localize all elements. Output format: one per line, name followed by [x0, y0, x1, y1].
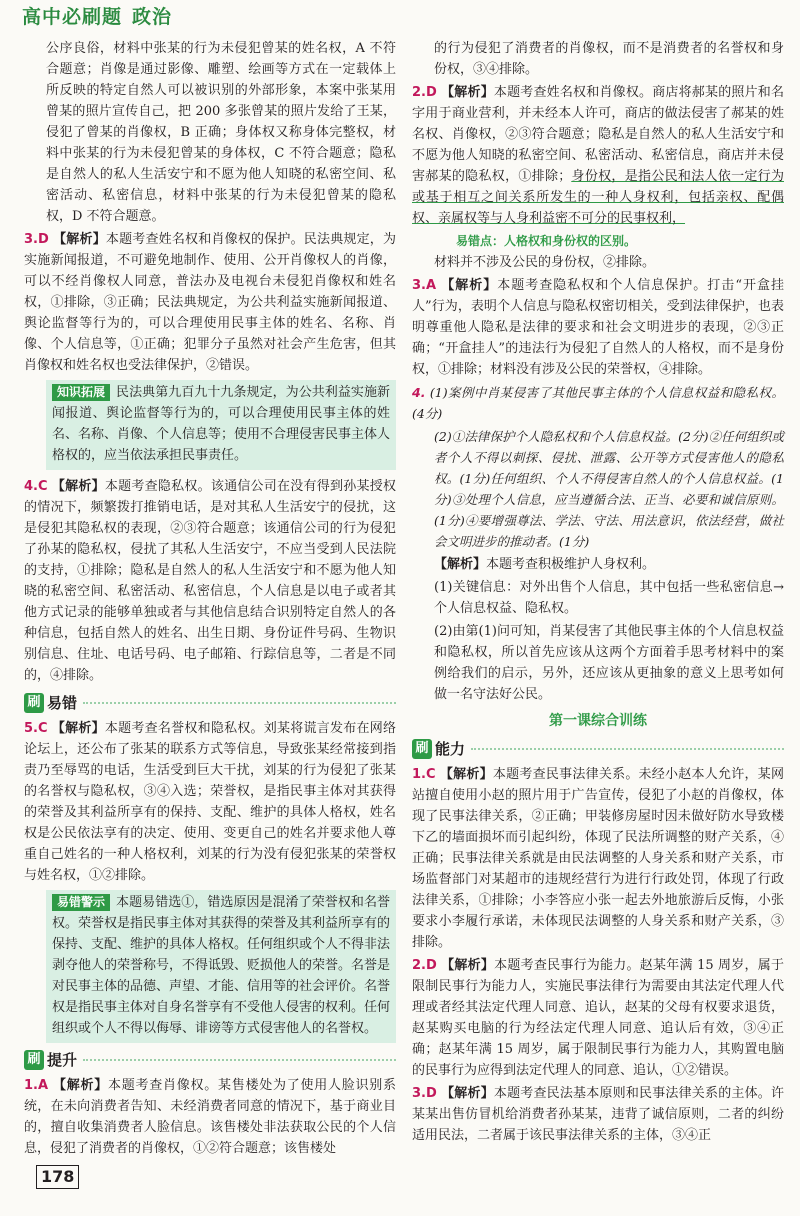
knowledge-extension-box: 知识拓展 民法典第九百九十九条规定，为公共利益实施新闻报道、舆论监督等行为的，可以合理使用民事主体的姓名、名称、肖像、个人信息等；使用不合理侵害民事主体人格权的，应当依法承担民事责任。 — [46, 380, 396, 470]
section-heading-tisheng: 刷 提升 — [24, 1049, 396, 1071]
page-number: 178 — [36, 1165, 79, 1189]
answer-item-4: 4.C 【解析】本题考查隐私权。该通信公司在没有得到孙某授权的情况下，频繁拨打推销电话，是对其私人生活安宁的侵扰，这是侵犯其隐私权的表现，②③符合题意；该通信公司的行为侵犯了孙某的隐私权，侵扰了其私人生活安宁，不应当受到人民法院的支持，①排除；隐私是自然人的私人生活安宁和不愿为他人知晓的私密空间、私密活动、私密信息，个人信息是以电子或者其他方式记录的能够单独或者与其他信息结合识别特定自然人的各种信息，包括自然人的姓名、出生日期、身份证件号码、生物识别信息、住址、电话号码、电子邮箱、行踪信息等，二者是不同的，④排除。 — [24, 479, 396, 683]
answer-item-c3: 3.D 【解析】本题考查民法基本原则和民事法律关系的主体。许某某出售仿冒机给消费者孙某某，违背了诚信原则，二者的纠纷适用民法，二者属于该民事法律关系的主体，③④正 — [412, 1086, 784, 1143]
answer-item-2: 2.D 【解析】本题考查姓名权和肖像权。商店将郝某的照片和名字用于商业营利，并未经本人许可，商店的做法侵害了郝某的姓名权、肖像权，②③符合题意；隐私是自然人的私人生活安宁和不愿为他人知晓的私密空间、私密活动、私密信息，商店并未侵害郝某的隐私权，①排除；身份权，是指公民和法人依一定行为或基于相互之间关系所发生的一种人身权利，包括亲权、配偶权、亲属权等与人身利益密不可分的民事权利， — [412, 85, 784, 226]
answer-item-c1: 1.C 【解析】本题考查民事法律关系。未经小赵本人允许，某网站擅自使用小赵的照片用于广告宣传，侵犯了小赵的肖像权，体现了民事法律关系，②正确；甲装修房屋时因未做好防水导致楼下乙的墙面损坏而引起纠纷，体现了民法所调整的财产关系，④正确；民事法律关系就是由民法调整的人身关系和财产关系，市场监督部门对某超市的违规经营行为进行行政处罚，体现了行政法律关系，①排除；小李答应小张一起去外地旅游后反悔，小张要求小李履行承诺，未体现民法调整的人身关系和财产关系，③排除。 — [412, 767, 784, 950]
underlined-definition: 身份权，是指公民和法人依一定行为或基于相互之间关系所发生的一种人身权利，包括亲权、配偶权、亲属权等与人身利益密不可分的民事权利， — [412, 169, 784, 226]
section-mark-icon: 刷 — [24, 1050, 44, 1070]
answer-item-4: 4. (1)案例中肖某侵害了其他民事主体的个人信息权益和隐私权。(4分) (2)①法律保护个人隐私权和个人信息权益。(2分)②任何组织或者个人不得以刺探、侵扰、泄露、公开等方式侵害他人的隐私权。(1分)任何组织、个人不得侵害自然人的个人信息权益。(1分)③处理个人信息，应当遵循合法、正当、必要和诚信原则。(1分)④要增强尊法、学法、守法、用法意识，依法经营，做社会文明进步的推动者。(1分) 【解析】本题考查积极维护人身权利。 (1)关键信息：对外出售个人信息，其中包括一些私密信息→个人信息权益、隐私权。 (2)由第(1)问可知，肖某侵害了其他民事主体的个人信息权益和隐私权，所以首先应该从这两个方面着手思考材料中的案例给我们的启示，另外，还应该从更抽象的意义上思考如何做一名守法好公民。 — [412, 385, 784, 702]
error-warning-box: 易错警示 本题易错选①，错选原因是混淆了荣誉权和名誉权。荣誉权是指民事主体对其获得的荣誉及其利益所享有的保持、支配、维护的具体人格权。任何组织或个人不得非法剥夺他人的荣誉称号，不得诋毁、贬损他人的荣誉。名誉是对民事主体的品德、声望、才能、信用等的社会评价。名誉权是指民事主体对自身名誉享有不受他人侵害的权利。任何组织或个人不得以侮辱、诽谤等方式侵害他人的名誉权。 — [46, 890, 396, 1043]
section-heading-yicuo: 刷 易错 — [24, 692, 396, 714]
answer-item-3: 3.D 【解析】本题考查姓名权和肖像权的保护。民法典规定，为实施新闻报道，不可避免地制作、使用、公开肖像权人的肖像，可以不经肖像权人同意，普法办及电视台未侵犯肖像权和姓名权，①排除，③正确；民法典规定，为公共利益实施新闻报道、舆论监督等行为的，可以合理使用民事主体的姓名、名称、肖像、个人信息等，①正确；犯罪分子虽然对社会产生危害，但其肖像权和姓名权也受法律保护，②错误。 — [24, 232, 396, 373]
left-column — [24, 38, 396, 1161]
right-column: 的行为侵犯了消费者的肖像权，而不是消费者的名誉权和身份权，③④排除。 2.D 【解析】本题考查姓名权和肖像权。商店将郝某的照片和名字用于商业营利，并未经本人许可，商店的做法侵害了郝某的姓名权、肖像权，②③符合题意；隐私是自然人的私人生活安宁和不愿为他人知晓的私密空间、私密活动、私密信息，商店并未侵害郝某的隐私权，①排除；身份权，是指公民和法人依一定行为或基于相互之间关系所发生的一种人身权利，包括亲权、配偶权、亲属权等与人身利益密不可分的民事权利， 易错点：人格权和身份权的区别。 材料并不涉及公民的身份权，②排除。 3.A 【解析】本题考查隐私权和个人信息保护。打击“开盒挂人”行为，表明个人信息与隐私权密切相关，受到法律保护，也表明尊重他人隐私是法律的要求和社会文明进步的表现，②③正确；“开盒挂人”的违法行为侵犯了自然人的人格权，而不是身份权，①排除；材料没有涉及公民的荣誉权，④排除。 4. (1)案例中肖某侵害了其他民事主体的个人信息权益和隐私权。(4分) (2)①法律保护个人隐私权和个人信息权益。(2分)②任何组织或者个人不得以刺探、侵扰、泄露、公开等方式侵害他人的隐私权。(1分)任何组织、个人不得侵害自然人的个人信息权益。(1分)③处理个人信息，应当遵循合法、正当、必要和诚信原则。(1分)④要增强尊法、学法、守法、用法意识，依法经营，做社会文明进步的推动者。(1分) 【解析】本题考查积极维护人身权利。 (1)关键信息：对外出售个人信息，其中包括一些私密信息→个人信息权益、隐私权。 (2)由第(1)问可知，肖某侵害了其他民事主体的个人信息权益和隐私权，所以首先应该从这两个方面着手思考材料中的案例给我们的启示，另外，还应该从更抽象的意义上思考如何做一名守法好公民。 第一课综合训练 刷 能力 1.C 【解析】本题考查民事法律关系。未经小赵本人允许，某网站擅自使用小赵的照片用于广告宣传，侵犯了小赵的肖像权，体现了民事法律关系，②正确；甲装修房屋时因未做好防水导致楼下乙的墙面损坏而引起纠纷，体现了民法所调整的财产关系，④正确；民事法律关系就是由民法调整的人身关系和财产关系，市场监督部门对某超市的违规经营行为进行行政处罚，体现了行政法律关系，①排除；小李答应小张一起去外地旅游后反悔，小张要求小李履行承诺，未体现民法调整的人身关系和财产关系，③排除。 2.D 【解析】本题考查民事行为能力。赵某年满 15 周岁，属于限制民事行为能力人，实施民事法律行为需要由其法定代理人代理或者经其法定代理人同意、追认，赵某的父母有权要求退货，赵某购买电脑的行为经法定代理人同意、追认后有效，③④正确；赵某年满 15 周岁，属于限制民事行为能力人，其购置电脑的民事行为应得到法定代理人的同意、追认，①②错误。 3.D 【解析】本题考查民法基本原则和民事法律关系的主体。许某某出售仿冒机给消费者孙某某，违背了诚信原则，二者的纠纷适用民法，二者属于该民事法律关系的主体，③④正 — [412, 38, 784, 1148]
subject-title: 政治 — [132, 6, 173, 28]
box-label: 易错警示 — [52, 894, 110, 911]
answer-item-3: 3.A 【解析】本题考查隐私权和个人信息保护。打击“开盒挂人”行为，表明个人信息与隐私权密切相关，受到法律保护，也表明尊重他人隐私是法律的要求和社会文明进步的表现，②③正确；“开盒挂人”的违法行为侵犯了自然人的人格权，而不是身份权，①排除；材料没有涉及公民的荣誉权，④排除。 — [412, 278, 784, 377]
continued-paragraph: 公序良俗，材料中张某的行为未侵犯曾某的姓名权，A 不符合题意；肖像是通过影像、雕塑、绘画等方式在一定载体上所反映的特定自然人可以被识别的外部形象，本案中张某用曾某的照片宣传自己，把 200 多张曾某的照片发给了王某，侵犯了曾某的肖像权，B 正确；身体权又称身体完整权，材料中张某的行为未侵犯曾某的身体权，C 不符合题意；隐私是自然人的私人生活安宁和不愿为他人知晓的私密空间、私密活动、私密信息，材料中张某的行为未侵犯曾某的隐私权，D 不符合题意。 — [46, 41, 396, 224]
page-header — [22, 2, 172, 29]
answer-item-1: 1.A 【解析】本题考查肖像权。某售楼处为了使用人脸识别系统，在未向消费者告知、未经消费者同意的情况下，基于商业目的，擅自收集消费者人脸信息。该售楼处非法获取公民的个人信息，侵犯了消费者的肖像权，①②符合题意；该售楼处 — [24, 1078, 396, 1156]
error-point-note: 易错点：人格权和身份权的区别。 — [456, 234, 637, 248]
section-mark-icon: 刷 — [412, 739, 432, 759]
answer-item-5: 5.C 【解析】本题考查名誉权和隐私权。刘某将谎言发布在网络论坛上，还公布了张某的联系方式等信息，导致张某经常接到指责乃至辱骂的电话，生活受到巨大干扰，刘某的行为侵犯了张某的名誉权与隐私权，③④入选；荣誉权，是指民事主体对其获得的荣誉及其利益所享有的保持、支配、维护的具体人格权，姓名权是公民依法享有的决定、使用、变更自己的姓名并要求他人尊重自己姓名的一种人格权利，刘某的行为没有侵犯张某的荣誉权与姓名权，①②排除。 — [24, 721, 396, 883]
answer-item-c2: 2.D 【解析】本题考查民事行为能力。赵某年满 15 周岁，属于限制民事行为能力人，实施民事法律行为需要由其法定代理人代理或者经其法定代理人同意、追认，赵某的父母有权要求退货，赵某购买电脑的行为经法定代理人同意、追认后有效，③④正确；赵某年满 15 周岁，属于限制民事行为能力人，其购置电脑的民事行为应得到法定代理人的同意、追认，①②错误。 — [412, 958, 784, 1078]
section-mark-icon: 刷 — [24, 693, 44, 713]
chapter-title: 第一课综合训练 — [549, 713, 647, 729]
continued-paragraph: 的行为侵犯了消费者的肖像权，而不是消费者的名誉权和身份权，③④排除。 — [434, 41, 784, 77]
book-title: 高中必刷题 — [22, 6, 123, 28]
box-label: 知识拓展 — [52, 384, 110, 401]
section-heading-nengli: 刷 能力 — [412, 738, 784, 760]
